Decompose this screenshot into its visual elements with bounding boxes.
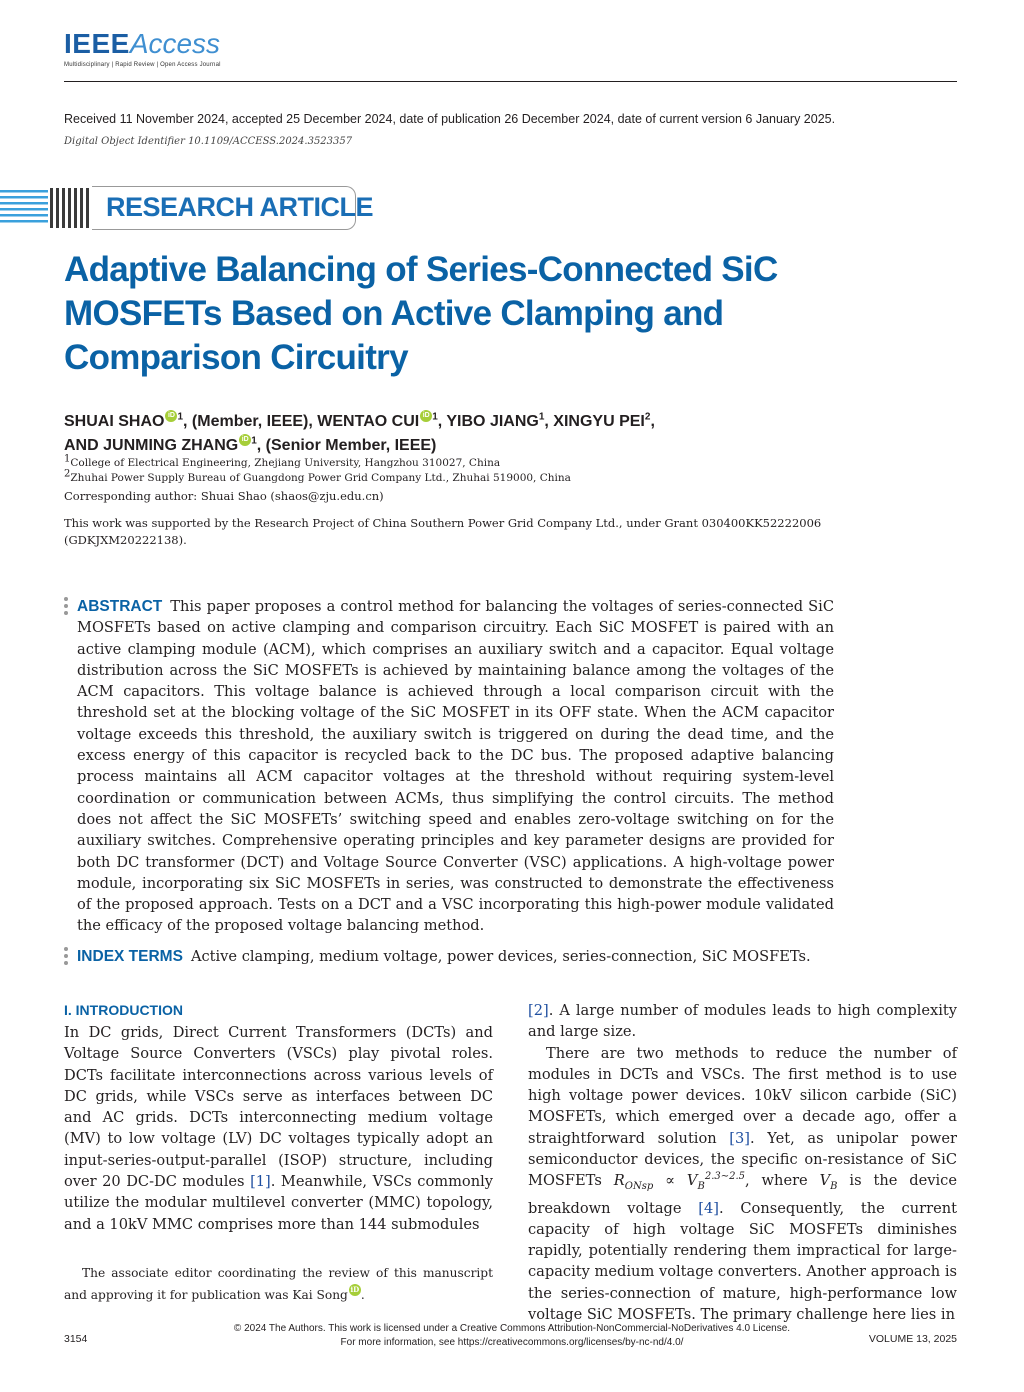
logo-access: Access [129,28,221,59]
editor-footnote: The associate editor coordinating the review of this manuscript and approving it for publication was Kai Song iD . [64,1266,493,1302]
citation-link[interactable]: [2] [528,1002,549,1019]
body-text: , where [745,1172,820,1190]
funding-statement: This work was supported by the Research Project of China Southern Power Grid Company Ltd., under Grant 030400KK52222006 (GDKJXM20222138). [64,516,822,547]
author-name: AND JUNMING ZHANG [64,437,239,454]
page-number: 3154 [64,1333,88,1345]
article-type-label: RESEARCH ARTICLE [106,192,374,222]
math-ronsp: $R_{ONsp}$ [613,1172,654,1193]
citation-link[interactable]: [1] [250,1173,271,1191]
body-column-left [64,1022,493,1235]
affiliation-line [64,453,571,471]
citation-link[interactable]: [3] [729,1129,750,1147]
volume-label: VOLUME 13, 2025 [868,1333,957,1345]
affiliation-text: Zhuhai Power Supply Bureau of Guangdong Power Grid Company Ltd., Zhuhai 519000, China [70,472,571,484]
citation-link[interactable]: [4] [698,1199,719,1217]
author-separator: , [544,413,554,430]
abstract-dots-icon [64,597,68,618]
abstract-label: ABSTRACT [77,598,163,615]
body-text: . Yet, as unipolar power semiconductor devices, the specific on-resistance of SiC MOSFETs [528,1129,957,1190]
index-terms-text: Active clamping, medium voltage, power devices, series-connection, SiC MOSFETs. [190,948,811,965]
body-text: . Meanwhile, VSCs commonly utilize the modular multilevel converter (MMC) topology, and a 10kV MMC comprises more than 144 submodules [64,1173,494,1233]
affiliation-text: College of Electrical Engineering, Zhejiang University, Hangzhou 310027, China [70,457,501,469]
license-line: © 2024 The Authors. This work is licensed under a Creative Commons Attribution-NonCommercial-NoDerivatives 4.0 License. [233,1323,791,1334]
body-text: There are two methods to reduce the number of modules in DCTs and VSCs. The first method is to use high voltage power devices. 10kV silicon carbide (SiC) MOSFETs, which emerged over a decade ago, offer a straightforward solution [528,1044,957,1147]
author-list [64,410,964,458]
orcid-icon[interactable]: iD [420,410,432,422]
header-divider [64,81,957,82]
license-url-line[interactable]: For more information, see https://creativecommons.org/licenses/by-nc-nd/4.0/ [340,1337,684,1348]
author-affil-sup: 1 [251,435,257,447]
abstract-text: This paper proposes a control method for balancing the voltages of series-connected SiC MOSFETs based on active clamping and comparison circuitry. Each SiC MOSFET is paired with an active clamping module (ACM), which comprises an auxiliary switch and a capacitor. Equal voltage distribution across the SiC MOSFETs is achieved by maintaining balance among the voltages of the ACM capacitors. This voltage balance is achieved through a local comparison circuit with the threshold set at the blocking voltage of the SiC MOSFET in its OFF state. When the ACM capacitor voltage exceeds this threshold, the auxiliary switch is triggered on during the dead time, and the excess energy of this capacitor is recycled back to the DC bus. The proposed adaptive balancing process maintains all ACM capacitor voltages at the threshold without requiring system-level coordination or communication between ACMs, thus simplifying the control circuits. The method does not affect the SiC MOSFETs’ switching speed and enables zero-voltage switching on for the auxiliary switches. Comprehensive operating principles and key parameter designs are provided for both DC transformer (DCT) and Voltage Source Converter (VSC) applications. A high-voltage power module, incorporating six SiC MOSFETs in series, was constructed to demonstrate the effectiveness of the proposed approach. Tests on a DCT and a VSC incorporating this high-power module validated the efficacy of the proposed voltage balancing method. [77,598,834,935]
orcid-icon[interactable]: iD [165,410,177,422]
author-name: XINGYU PEI [553,413,645,430]
affiliation-number: 1 [64,453,71,465]
orcid-icon[interactable]: iD [239,434,251,446]
author-separator: , [650,413,655,430]
author-affil-sup: 1 [177,411,184,423]
banner-stripes-graphic [0,186,92,230]
publication-history: Received 11 November 2024, accepted 25 December 2024, date of publication 26 December 2024, date of current version 6 January 2025. [64,112,836,126]
author-separator: , [437,413,447,430]
affiliations [64,453,571,486]
orcid-icon[interactable]: iD [350,1285,360,1294]
journal-logo [64,28,221,68]
author-name: WENTAO CUI [317,413,420,430]
author-affil-sup: 2 [644,411,651,423]
author-name: SHUAI SHAO [64,413,165,430]
corresponding-author: Corresponding author: Shuai Shao (shaos@zju.edu.cn) [64,489,384,503]
index-terms-block [77,946,957,967]
index-terms-dots-icon [64,947,68,968]
author-name: YIBO JIANG [446,413,539,430]
doi-line: Digital Object Identifier 10.1109/ACCESS.2024.3523357 [64,136,353,147]
affiliation-line [64,468,571,486]
math-vb-power: $V_B^{2.3\sim 2.5}$ [686,1171,746,1193]
affiliation-number: 2 [64,468,71,480]
logo-tagline: Multidisciplinary | Rapid Review | Open Access Journal [64,62,221,68]
author-affil-sup: 1 [432,411,438,423]
abstract-block [77,596,834,937]
body-text: . A large number of modules leads to high complexity and large size. [528,1002,957,1041]
section-heading: I. INTRODUCTION [64,1002,183,1018]
article-title: Adaptive Balancing of Series-Connected SiC MOSFETs Based on Active Clamping and Comparison Circuitry [64,250,778,377]
math-vb: $V_B$ [819,1172,838,1193]
body-column-right: [2]. A large number of modules leads to high complexity and large size. There are two methods to reduce the number of modules in DCTs and VSCs. The first method is to use high voltage power devices. 10kV silicon carbide (SiC) MOSFETs, which emerged over a decade ago, offer a straightforward solution [3]. Yet, as unipolar power semiconductor devices, the specific on-resistance of SiC MOSFETs $R_{ONsp} \propto V_B^{2.3\sim 2.5}$, where $V_B$ is the device breakdown voltage [4]. Consequently, the current capacity of high voltage SiC MOSFETs diminishes rapidly, potentially rendering them impractical for large-capacity medium voltage converters. Another approach is the series-connection of mature, high-performance low voltage SiC MOSFETs. The primary challenge here lies in [528,1002,957,1324]
footnote-text: The associate editor coordinating the review of this manuscript and approving it for publication was Kai Song [64,1266,493,1302]
author-role: , (Member, IEEE), [183,413,318,430]
author-affil-sup: 1 [538,411,545,423]
body-text: . Consequently, the current capacity of high voltage SiC MOSFETs diminishes rapidly, potentially rendering them impractical for large-capacity medium voltage converters. Another approach is the series-connection of mature, high-performance low voltage SiC MOSFETs. The primary challenge here lies in [528,1199,957,1324]
body-text: is the device breakdown voltage [528,1172,957,1217]
body-text: In DC grids, Direct Current Transformers (DCTs) and Voltage Source Converters (VSCs) play pivotal roles. DCTs facilitate interconnections across various levels of DC grids, while VSCs serve as interfaces between DC and AC grids. DCTs interconnecting medium voltage (MV) to low voltage (LV) DC voltages typically adopt an input-series-output-parallel (ISOP) structure, including over 20 DC-DC modules [64,1024,493,1191]
author-role: , (Senior Member, IEEE) [256,437,437,454]
logo-ieee: IEEE [64,28,130,59]
index-terms-label: INDEX TERMS [77,948,183,965]
